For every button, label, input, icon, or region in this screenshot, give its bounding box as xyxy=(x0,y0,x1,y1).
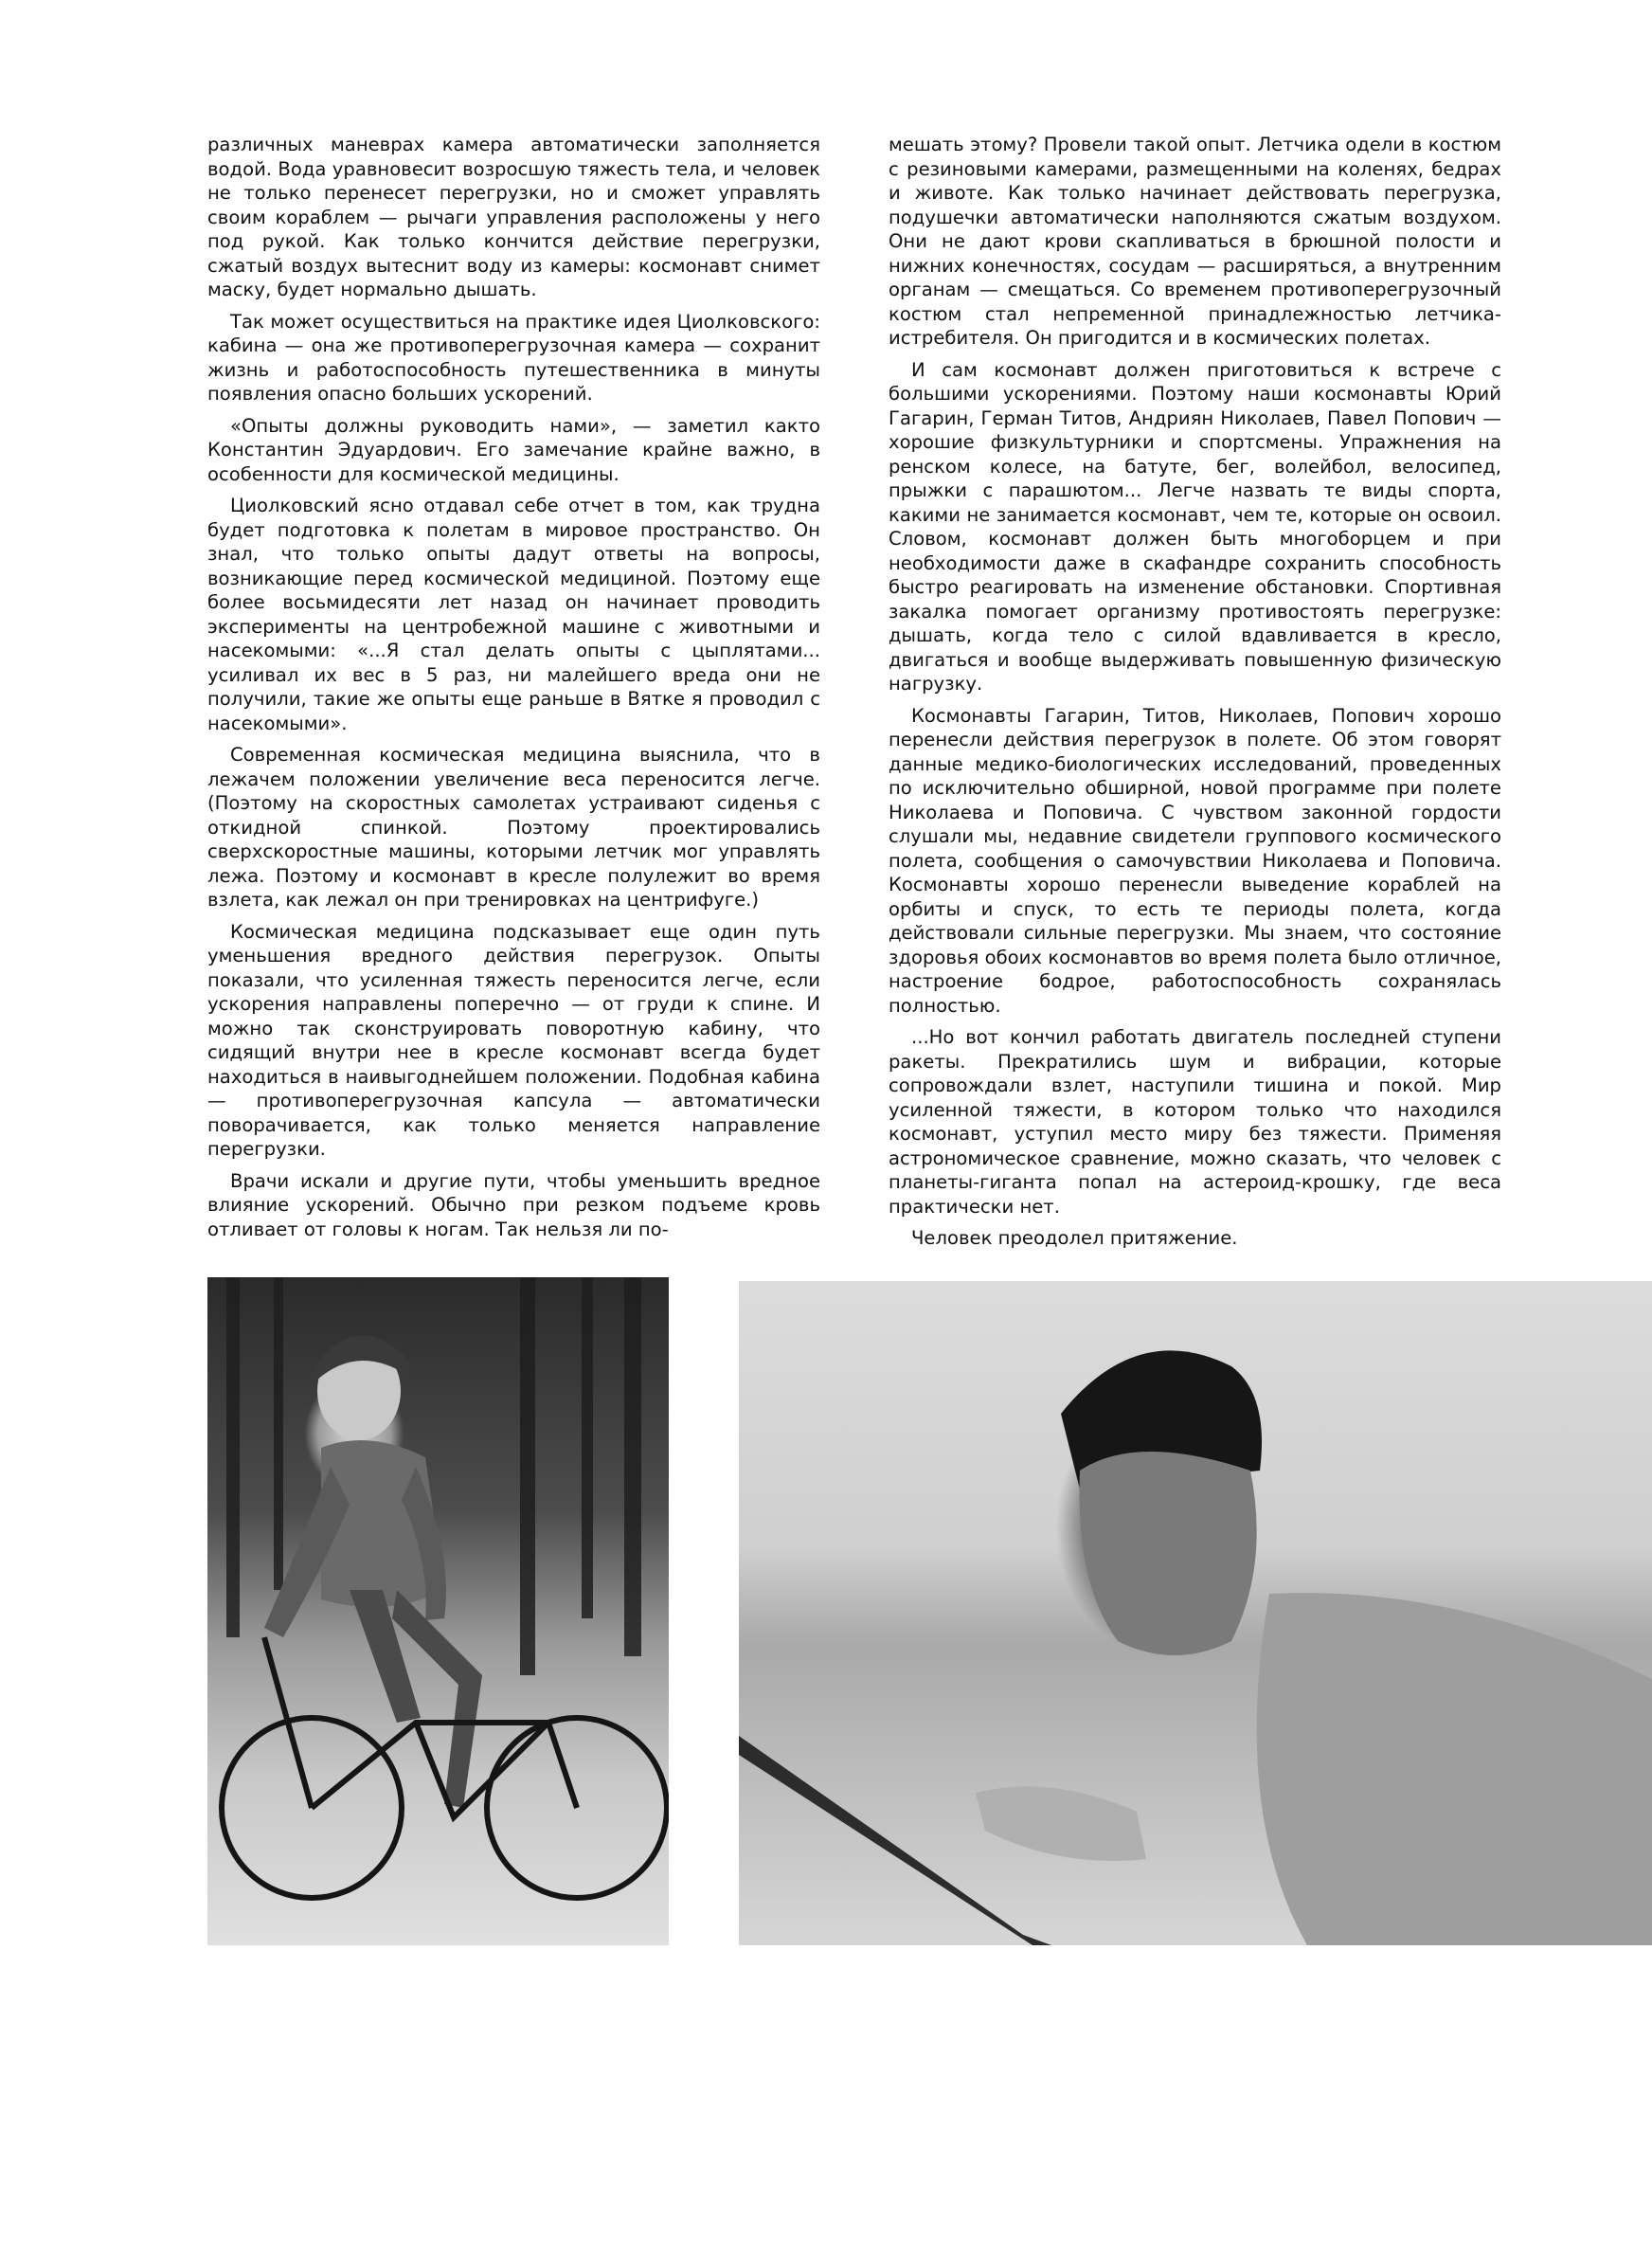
article-column-left xyxy=(207,133,820,1249)
closing-line: Человек преодолел притяжение. xyxy=(911,1227,1238,1249)
paragraph: Так может осуществиться на практике идея Циолковского: кабина — она же противоперегрузочная камера — сохранит жизнь и работоспособность путешественника в минуты появления опасно больших ускорений. xyxy=(207,310,820,405)
paragraph: «Опыты должны руководить нами», — заметил както Константин Эдуардович. Его замечание крайне важно, в особенности для космической медицины. xyxy=(207,414,820,485)
article-column-right xyxy=(889,133,1501,1258)
paragraph: мешать этому? Провели такой опыт. Летчика одели в костюм с резиновыми камерами, размещенными на коленях, бедрах и животе. Как только начинает действовать перегрузка, подушечки автоматически наполняются сжатым воздухом. Они не дают крови скапливаться в брюшной полости и нижних конечностях, сосудам — расширяться, а внутренним органам — смещаться. Со временем противоперегрузочный костюм стал непременной принадлежностью летчика-истребителя. Он пригодится и в космических полетах. xyxy=(889,134,1501,349)
paragraph: Современная космическая медицина выяснила, что в лежачем положении увеличение веса переносится легче. (Поэтому на скоростных самолетах устраивают сиденья с откидной спинкой. Поэтому проектировались сверхскоростные машины, которыми летчик мог управлять лежа. Поэтому и космонавт в кресле полулежит во время взлета, как лежал он при тренировках на центрифуге.) xyxy=(207,744,820,911)
paragraph: ...Но вот кончил работать двигатель последней ступени ракеты. Прекратились шум и вибрации, которые сопровождали взлет, наступили тишина и покой. Мир усиленной тяжести, в котором только что находился космонавт, уступил место миру без тяжести. Применяя астрономическое сравнение, можно сказать, что человек с планеты-гиганта попал на астероид-крошку, где веса практически нет. xyxy=(889,1026,1501,1218)
swimmer-illustration xyxy=(739,1281,1652,1945)
paragraph: Врачи искали и другие пути, чтобы уменьшить вредное влияние ускорений. Обычно при резком подъеме кровь отливает от головы к ногам. Так нельзя ли по- xyxy=(207,1169,820,1240)
photo-cosmonaut-on-bicycle xyxy=(207,1277,669,1945)
cyclist-illustration xyxy=(207,1277,669,1945)
paragraph: И сам космонавт должен приготовиться к встрече с большими ускорениями. Поэтому наши космонавты Юрий Гагарин, Герман Титов, Андриян Николаев, Павел Попович — хорошие физкультурники и спортсмены. Упражнения на ренском колесе, на батуте, бег, волейбол, велосипед, прыжки с парашютом... Легче назвать те виды спорта, какими не занимается космонавт, чем те, которые он освоил. Словом, космонавт должен быть многоборцем и при необходимости даже в скафандре сохранить способность быстро реагировать на изменение обстановки. Спортивная закалка помогает организму противостоять перегрузке: дышать, когда тело с силой вдавливается в кресло, двигаться и вообще выдерживать повышенную физическую нагрузку. xyxy=(889,358,1501,695)
paragraph: Космонавты Гагарин, Титов, Николаев, Попович хорошо перенесли действия перегрузок в полете. Об этом говорят данные медико-биологических исследований, проведенных по исключительно обширной, новой программе при полете Николаева и Поповича. С чувством законной гордости слушали мы, недавние свидетели группового космического полета, сообщения о самочувствии Николаева и Поповича. Космонавты хорошо перенесли выведение кораблей на орбиты и спуск, то есть те периоды полета, когда действовали сильные перегрузки. Мы знаем, что состояние здоровья обоих космонавтов во время полета было отличное, настроение бодрое, работоспособность сохранялась полностью. xyxy=(889,704,1501,1017)
photo-cosmonaut-on-boat xyxy=(739,1281,1652,1945)
paragraph: Космическая медицина подсказывает еще один путь уменьшения вредного действия перегрузок. Опыты показали, что усиленная тяжесть переносится легче, если ускорения направлены поперечно — от груди к спине. И можно так сконструировать поворотную кабину, что сидящий внутри нее в кресле космонавт всегда будет находиться в наивыгоднейшем положении. Подобная кабина — противоперегрузочная капсула — автоматически поворачивается, как только меняется направление перегрузки. xyxy=(207,920,820,1160)
paragraph: различных маневрах камера автоматически заполняется водой. Вода уравновесит возросшую тяжесть тела, и человек не только перенесет перегрузки, но и сможет управлять своим кораблем — рычаги управления расположены у него под рукой. Как только кончится действие перегрузки, сжатый воздух вытеснит воду из камеры: космонавт снимет маску, будет нормально дышать. xyxy=(207,134,820,300)
paragraph: Циолковский ясно отдавал себе отчет в том, как трудна будет подготовка к полетам в мировое пространство. Он знал, что только опыты дадут ответы на вопросы, возникающие перед космической медициной. Поэтому еще более восьмидесяти лет назад он начинает проводить эксперименты на центробежной машине с животными и насекомыми: «...Я стал делать опыты с цыплятами... усиливал их вес в 5 раз, ни малейшего вреда они не получили, такие же опыты еще раньше в Вятке я проводил с насекомыми». xyxy=(207,495,820,734)
